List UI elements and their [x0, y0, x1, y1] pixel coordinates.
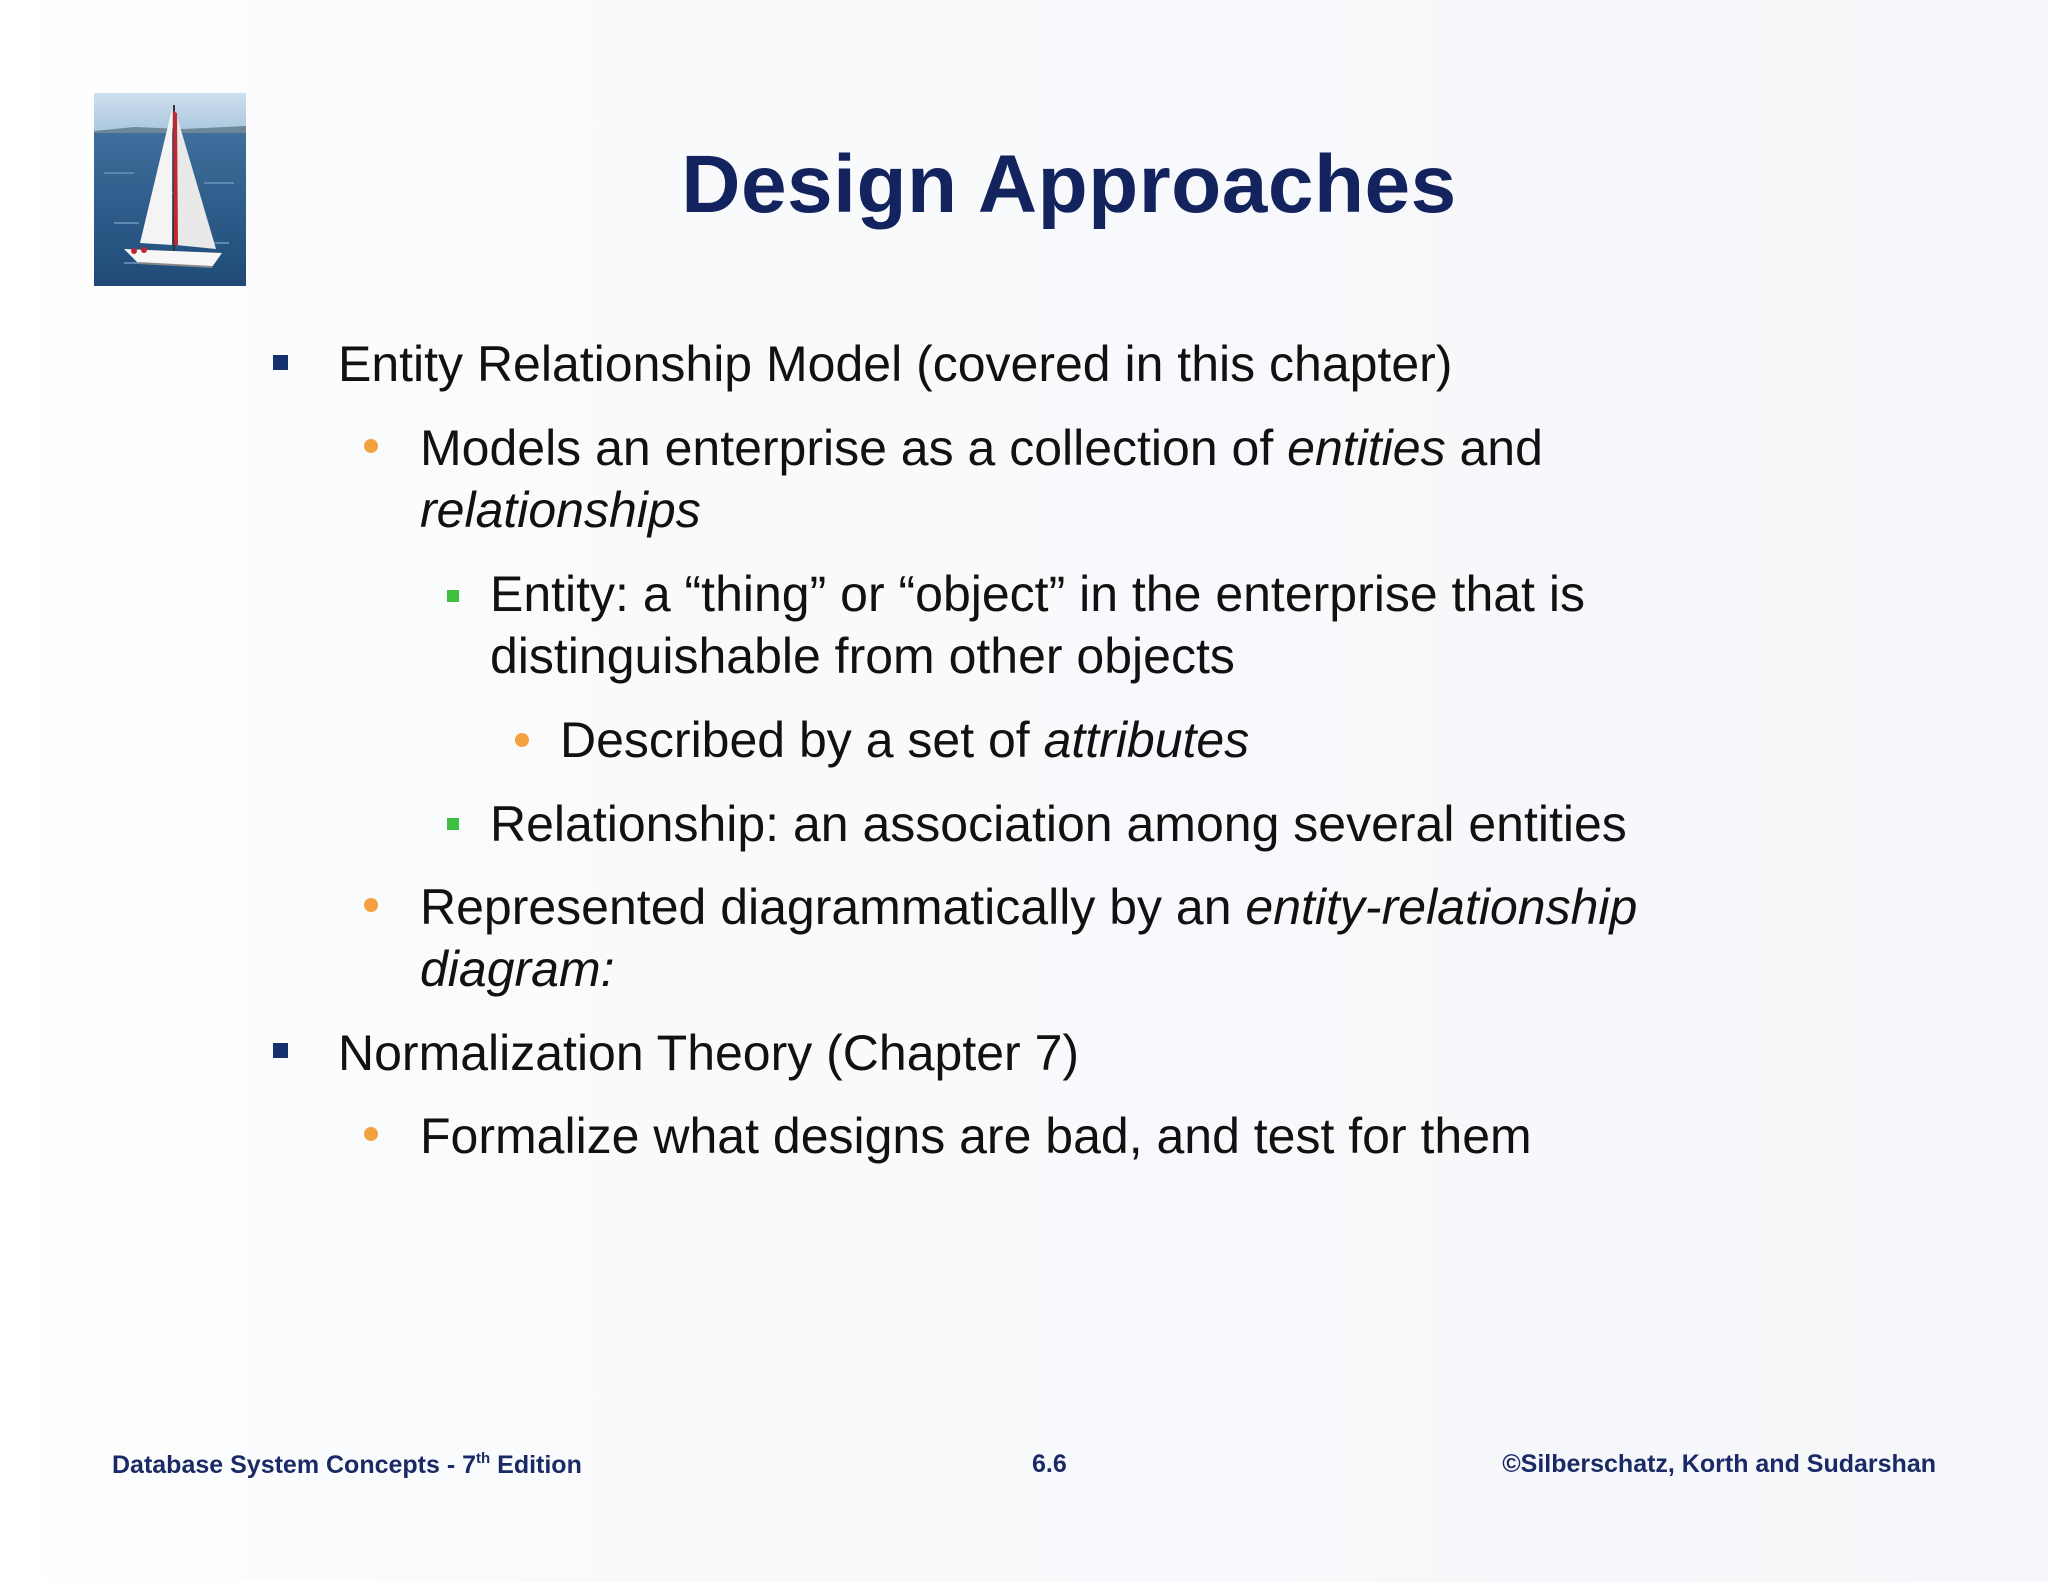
list-item: Represented diagrammatically by an entity-relationship	[420, 879, 1638, 935]
level1-bullet-icon	[273, 355, 288, 370]
level3-bullet-icon	[447, 590, 459, 602]
level4-bullet-icon	[515, 733, 529, 747]
footer-book-title: Database System Concepts - 7th Edition	[112, 1450, 582, 1479]
level2-bullet-icon	[364, 439, 378, 453]
level2-bullet-icon	[364, 1127, 378, 1141]
list-item: Relationship: an association among several entities	[490, 796, 1627, 852]
list-item-continuation: diagram:	[420, 941, 615, 997]
list-item: Normalization Theory (Chapter 7)	[338, 1025, 1080, 1081]
list-item-continuation: relationships	[420, 482, 701, 538]
footer-copyright: ©Silberschatz, Korth and Sudarshan	[1502, 1450, 1936, 1478]
list-item-continuation: distinguishable from other objects	[490, 628, 1235, 684]
list-item: Models an enterprise as a collection of entities and	[420, 420, 1543, 476]
list-item: Entity: a “thing” or “object” in the enterprise that is	[490, 566, 1585, 622]
level2-bullet-icon	[364, 898, 378, 912]
footer-page-number: 6.6	[1032, 1450, 1067, 1478]
list-item: Formalize what designs are bad, and test for them	[420, 1108, 1532, 1164]
page-title: Design Approaches	[681, 139, 1457, 230]
level3-bullet-icon	[447, 818, 459, 830]
level1-bullet-icon	[273, 1043, 288, 1058]
list-item: Entity Relationship Model (covered in this chapter)	[338, 336, 1453, 392]
list-item: Described by a set of attributes	[560, 712, 1250, 768]
